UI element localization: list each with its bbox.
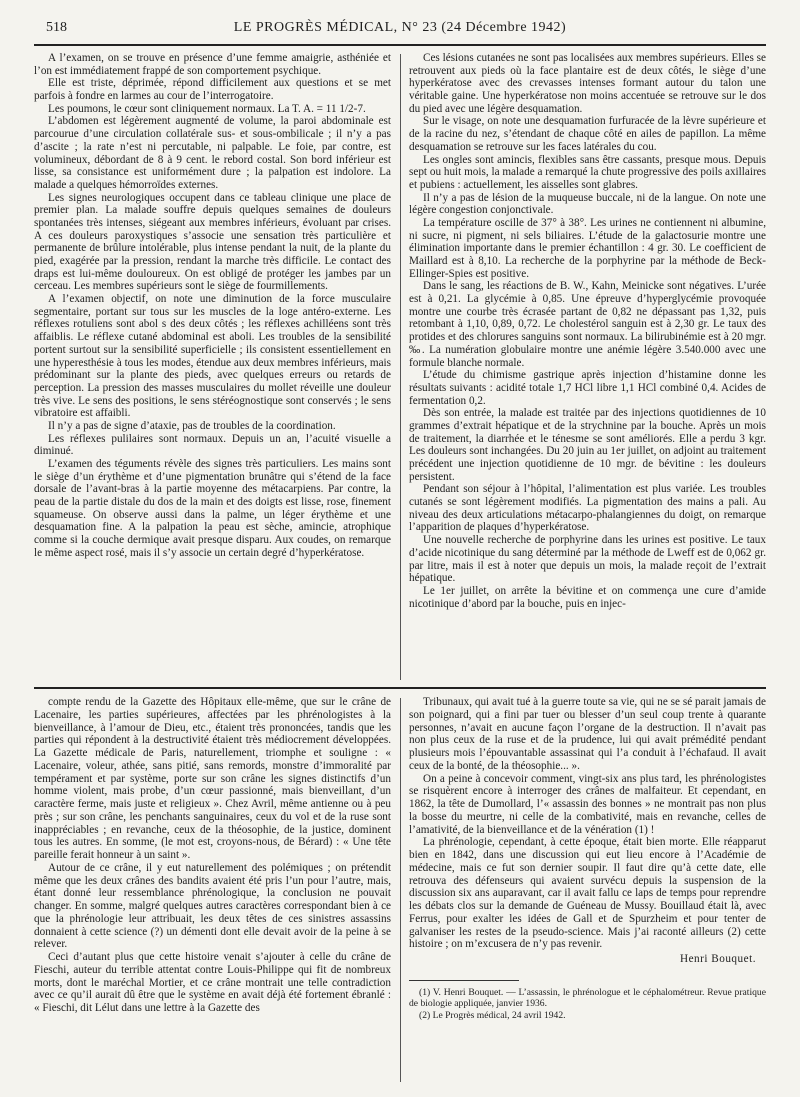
column-divider bbox=[400, 698, 401, 1082]
column-divider bbox=[400, 54, 401, 680]
paragraph: L’examen des téguments révèle des signes très particuliers. Les mains sont le siège d’un érythème et d’une pigmentation brunâtre qui s’étend de la face dorsale de l’avant-bras à la partie moyenne des métacarpiens. Par contre, la peau de la partie distale du dos de la main et des doigts est lisse, rose, finement squameuse. On observe aussi dans la palme, un léger érythème et une desquamation fine. A la palpation la peau est sèche, amincie, atrophique comme si la couche dermique avait presque disparu. Aux coudes, on remarque le même aspect rosé, mais il s’y associe un certain degré d’hyperkératose. bbox=[34, 458, 391, 559]
footnote: (2) Le Progrès médical, 24 avril 1942. bbox=[419, 1009, 566, 1021]
paragraph: Autour de ce crâne, il y eut naturellement des polémiques ; on prétendit même que les deux crânes des bandits avaient été pris l’un pour l’autre, mais, étant donné leur ressemblance phrénologique, la conclusion ne pouvait changer. En somme, malgré quelques autres caractères correspondant bien à ce que la phrénologie leur attribuait, les deux têtes de ces sinistres assassins donnaient à cette science (?) un démenti dont elle devait avoir de la peine à se relever. bbox=[34, 861, 391, 951]
author-signature: Henri Bouquet. bbox=[680, 953, 756, 965]
running-title: LE PROGRÈS MÉDICAL, N° 23 (24 Décembre 1942) bbox=[233, 20, 567, 35]
header-rule bbox=[34, 44, 766, 46]
paragraph: Sur le visage, on note une desquamation furfuracée de la lèvre supérieure et de la racine du nez, s’étendant de chaque côté en ailes de papillon. La même desquamation se retrouve sur les faces latérales du cou. bbox=[409, 115, 766, 153]
footnote: (1) V. Henri Bouquet. — L’assassin, le phrénologue et le céphalométreur. Revue pratique de biologie appliquée, janvier 1936. bbox=[409, 986, 766, 1010]
lower-left-column bbox=[34, 696, 391, 1086]
paragraph: Les ongles sont amincis, flexibles sans être cassants, presque mous. Depuis sept ou huit mois, la malade a remarqué la chute progressive des poils axillaires et pubiens : actuellement, les aisselles sont glabres. bbox=[409, 153, 766, 191]
footnote-rule bbox=[409, 980, 519, 981]
lower-right-column bbox=[409, 696, 766, 1086]
paragraph: La phrénologie, cependant, à cette époque, était bien morte. Elle réapparut bien en 1842, dans une discussion qui eut lieu encore à l’Académie de médecine, mais ce fut son dernier soupir. Il faut dire qu’à cette date, elle retrouva des défenseurs qui avaient survécu depuis la suspension de la discussion six ans auparavant, car il avait fallu ce laps de temps pour reprendre les débats clos sur la demande de Guéneau de Mussy. Bouillaud était là, avec Ferrus, pour exalter les idées de Gall et de Spurzheim et pour tenter de galvaniser les restes de la pseudo-science. Mais j’ai raconté ailleurs (2) cette histoire ; on m’excusera de n’y pas revenir. bbox=[409, 836, 766, 951]
paragraph: Il n’y a pas de signe d’ataxie, pas de troubles de la coordination. bbox=[48, 419, 336, 432]
upper-left-column bbox=[34, 52, 391, 682]
paragraph: A l’examen, on se trouve en présence d’une femme amaigrie, asthéniée et l’on est immédiatement frappé de son comportement psychique. bbox=[34, 52, 391, 77]
paragraph: Elle est triste, déprimée, répond difficilement aux questions et se met parfois à fondre en larmes au cour de l’interrogatoire. bbox=[34, 77, 391, 103]
paragraph: Dans le sang, les réactions de B. W., Kahn, Meinicke sont négatives. L’urée est à 0,21. La glycémie à 0,85. Une épreuve d’hyperglycémie provoquée montre une courbe très écrasée partant de 0,82 ne dépassant pas 1,32, puis retombant à 1,10, 0,89, 0,72. Le cholestérol sanguin est à 2,30 gr. Le taux des protides et des chlorures sanguins sont normaux. La bilirubinémie est à 20 mgr. ‰. La numération globulaire montre une anémie légère 3.540.000 avec une formule blanche normale. bbox=[409, 280, 766, 369]
paragraph: Il n’y a pas de lésion de la muqueuse buccale, ni de la langue. On note une légère congestion conjonctivale. bbox=[409, 191, 766, 217]
paragraph: On a peine à concevoir comment, vingt-six ans plus tard, les phrénologistes se risquèrent encore à interroger des crânes de malfaiteur. Et cependant, en 1862, la tête de Dumollard, l’« assassin des bonnes » ne montrait pas non plus la bosse du meurtre, ni celle de la combativité, mais en revanche, celles de l’amativité, de la bienveillance et de la vénération (1) ! bbox=[409, 772, 766, 836]
paragraph: Pendant son séjour à l’hôpital, l’alimentation est plus variée. Les troubles cutanés se sont légèrement modifiés. La pigmentation des mains a pali. Au niveau des deux articulations métacarpo-phalangiennes du doigt, on remarque l’apparition de plaques d’hyperkératose. bbox=[409, 483, 766, 534]
paragraph: L’abdomen est légèrement augmenté de volume, la paroi abdominale est parcourue d’une circulation collatérale sus- et sous-ombilicale ; il n’y a pas d’ascite ; la rate n’est ni percutable, ni palpable. Le foie, par contre, est volumineux, débordant de 8 à 9 cent. le rebord costal. Son bord inférieur est lisse, sa consistance est uniformément dure ; la palpation est indolore. La malade a quelques hémorroïdes externes. bbox=[34, 115, 391, 191]
paragraph: Les réflexes pulilaires sont normaux. Depuis un an, l’acuité visuelle a diminué. bbox=[34, 432, 391, 458]
paragraph: Une nouvelle recherche de porphyrine dans les urines est positive. Le taux d’acide nicotinique du sang déterminé par la méthode de Lweff est de 0,062 gr. par litre, mais il est à noter que depuis un mois, la malade reçoit de l’extrait hépatique. bbox=[409, 534, 766, 585]
paragraph: Dès son entrée, la malade est traitée par des injections quotidiennes de 10 grammes d’extrait hépatique et de la strychnine par la bouche. Après un mois de traitement, la diarrhée et le ténesme se sont améliorés. Elle a perdu 3 kgr. Les douleurs sont inchangées. Du 20 juin au 1er juillet, on adjoint au traitement précédent une injection quotidienne de 10 mgr. de bévitine : les douleurs persistent. bbox=[409, 407, 766, 483]
paragraph: L’étude du chimisme gastrique après injection d’histamine donne les résultats suivants : acidité totale 1,7 HCl libre 1,1 HCl combiné 0,4. Acides de fermentation 0,2. bbox=[409, 369, 766, 407]
paragraph: Les signes neurologiques occupent dans ce tableau clinique une place de premier plan. La malade souffre depuis quelques semaines de douleurs spontanées très intenses, siégeant aux membres inférieurs, évoluant par crises. A ces douleurs paroxystiques s’associe une sensation très particulière et permanente de brûlure intolérable, plus intense pendant la nuit, de la plante du pied, exagérée par la pression, rendant la marche très difficile. Le contact des draps est lui-même douloureux. On est obligé de protéger les jambes par un cerceau. Les membres supérieurs sont le siège de fourmillements. bbox=[34, 191, 391, 293]
section-rule bbox=[34, 687, 766, 689]
paragraph: Tribunaux, qui avait tué à la guerre toute sa vie, qui ne se sé parait jamais de son poignard, qui a fini par tuer ou blesser d’un seul coup trente à quarante personnes, n’avait en aucune façon l’organe de la destruction. Il n’avait pas non plus ceux de la ruse et de la prudence, lui qui avait prémédité pendant plusieurs mois l’épouvantable assassinat qui l’a conduit à l’échafaud. Il avait ceux de la bonté, de la théosophie... ». bbox=[409, 696, 766, 772]
paragraph: Le 1er juillet, on arrête la bévitine et on commença une cure d’amide nicotinique d’abord par la bouche, puis en injec- bbox=[409, 584, 766, 610]
page-number: 518 bbox=[46, 20, 67, 35]
paragraph: A l’examen objectif, on note une diminution de la force musculaire segmentaire, portant sur tous sur les muscles de la loge antéro-externe. Les réflexes rotuliens sont abol s des deux côtés ; les réflexes achilléens sont très affaiblis. Le réflexe cutané abdominal est aboli. Les troubles de la sensibilité portent surtout sur la sensibilité superficielle ; ils consistent essentiellement en une hyperesthésie à tous les modes, étendue aux deux membres inférieurs, mais prédominant sur la plante des pieds, avec quelques erreurs ou retards de perception. La pression des masses musculaires du mollet réveille une douleur très vive. Le sens des positions, le sens stéréognostique sont conservés ; le sens vibratoire est affaibli. bbox=[34, 293, 391, 420]
paragraph: compte rendu de la Gazette des Hôpitaux elle-même, que sur le crâne de Lacenaire, les parties supérieures, affectées par les phrénologistes à la bienveillance, à l’amour de Dieu, etc., étaient très prononcées, tandis que les parties qui répondent à la destructivité étaient très médiocrement développées. La Gazette médicale de Paris, naturellement, triomphe et souligne : « Lacenaire, voleur, athée, sans pitié, sans remords, monstre d’immoralité par tempérament et par système, porte sur son crâne les signes distinctifs d’un homme violent, mais probe, d’un cœur passionné, mais bienveillant, d’un caractère ferme, mais juste et religieux ». Chez Avril, même antienne ou à peu près ; sur son crâne, les penchants sanguinaires, ceux du vol et de la ruse sont inappréciables ; en revanche, ceux de la théosophie, de la justice, dominent tous les autres. En somme, (le mot est, croyons-nous, de Bérard) : « Une tête pareille ferait honneur à un saint ». bbox=[34, 696, 391, 861]
upper-right-column bbox=[409, 52, 766, 682]
paragraph: Ceci d’autant plus que cette histoire venait s’ajouter à celle du crâne de Fieschi, auteur du terrible attentat contre Louis-Philippe qui fit de nombreux morts, dont le maréchal Mortier, et ce crâne montrait une telle contradiction avec ce qu’il aurait dû être que le système en avait déjà été fortement ébranlé : « Fieschi, dit Lélut dans une lettre à la Gazette des bbox=[34, 951, 391, 1014]
page-header bbox=[34, 20, 766, 42]
paragraph: Ces lésions cutanées ne sont pas localisées aux membres supérieurs. Elles se retrouvent aux pieds où la face plantaire est de deux côtés, le siège d’une hyperkératose avec des crevasses intenses formant autour du talon une véritable gaine. Une hyperkératose non moins accentuée se retrouve sur le dos du pied avec une légère desquamation. bbox=[409, 52, 766, 115]
paragraph: La température oscille de 37° à 38°. Les urines ne contiennent ni albumine, ni sucre, ni pigment, ni sels biliaires. L’étude de la galactosurie montre une élimination importante dans le premier échantillon : 4 gr. 30. Le coefficient de Maillard est à 8,10. La recherche de la porphyrine par la méthode de Beck-Ellinger-Spies est positive. bbox=[409, 216, 766, 280]
paragraph: Les poumons, le cœur sont cliniquement normaux. La T. A. = 11 1/2-7. bbox=[48, 102, 366, 115]
